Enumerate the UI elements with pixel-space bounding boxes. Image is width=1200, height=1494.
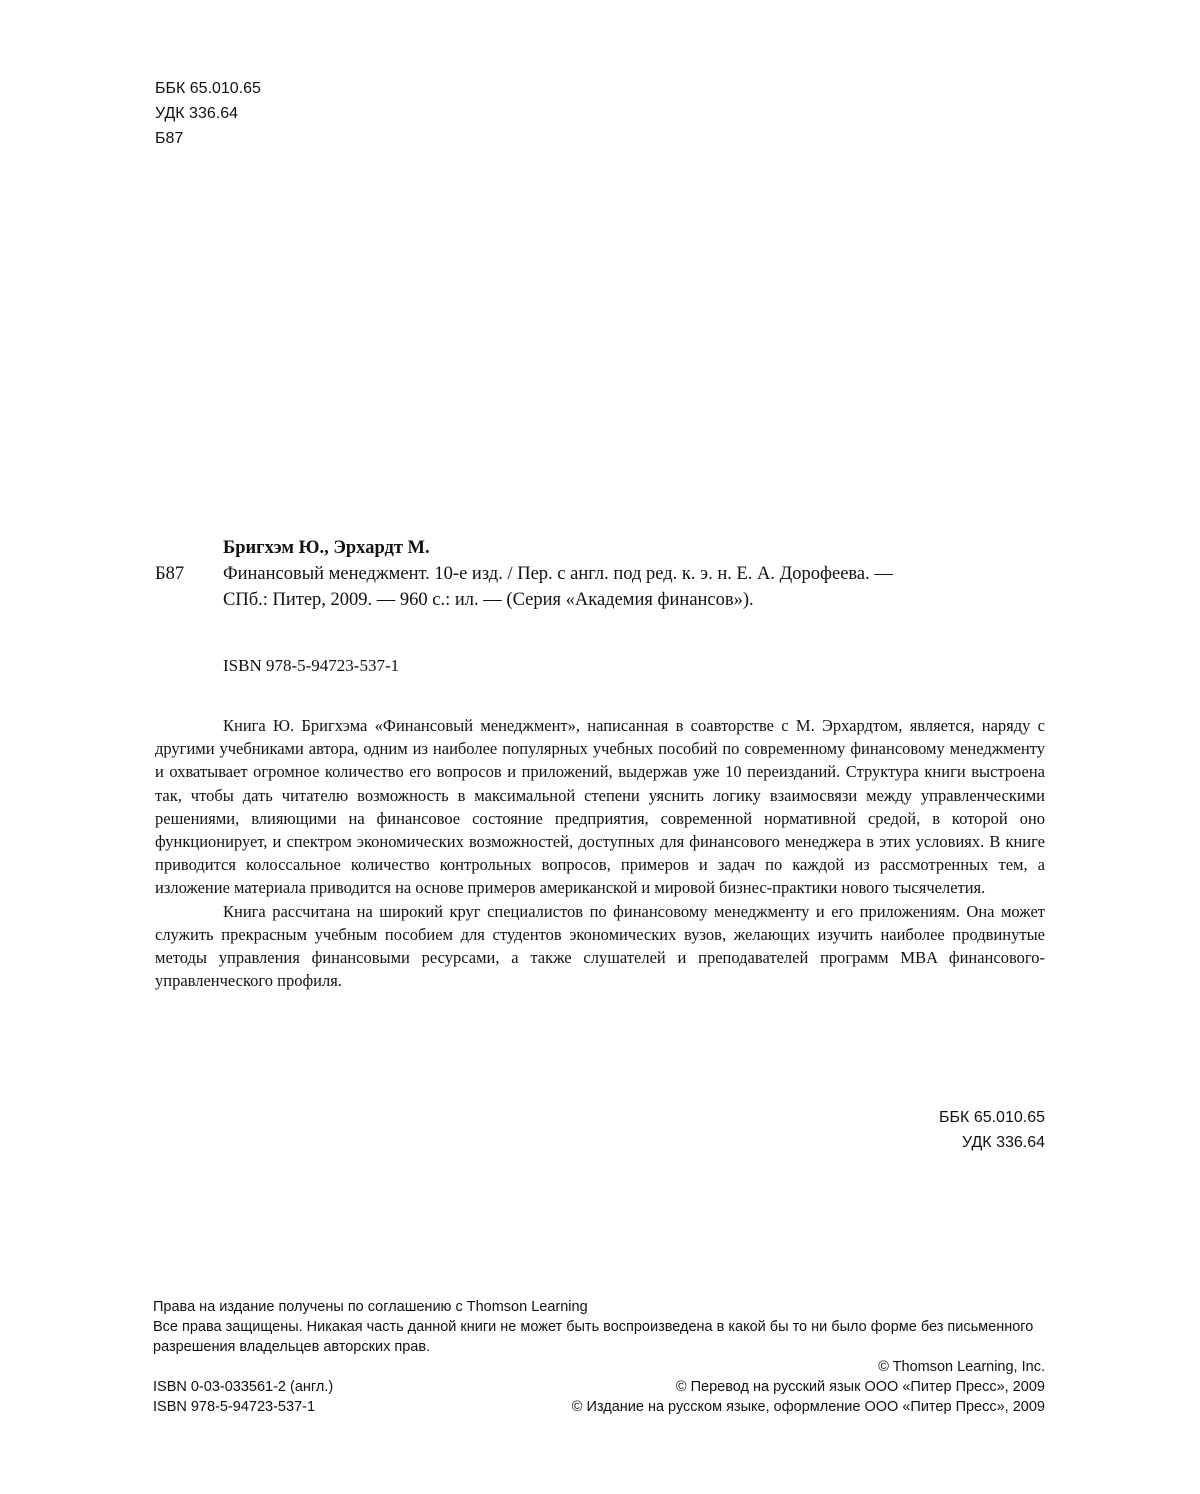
- isbn-catalog: ISBN 978-5-94723-537-1: [223, 656, 400, 675]
- bibliographic-description: [155, 561, 1045, 613]
- author-code-top: Б87: [155, 130, 184, 147]
- copyright-translation: © Перевод на русский язык ООО «Питер Пресс», 2009: [675, 1379, 1045, 1395]
- bottom-classification-codes: [939, 1105, 1045, 1155]
- title-line-2: СПб.: Питер, 2009. — 960 с.: ил. — (Серия «Академия финансов»).: [223, 590, 754, 610]
- isbn-russian: ISBN 978-5-94723-537-1: [153, 1399, 316, 1415]
- rights-reserved: Все права защищены. Никакая часть данной книги не может быть воспроизведена в какой бы то ни было форме без письменного разрешения владельцев авторских прав.: [153, 1319, 1034, 1355]
- udk-code-top: УДК 336.64: [155, 105, 238, 122]
- annotation: [155, 714, 1045, 992]
- isbn-english: ISBN 0-03-033561-2 (англ.): [153, 1379, 334, 1395]
- copyright-edition: © Издание на русском языке, оформление ООО «Питер Пресс», 2009: [571, 1399, 1045, 1415]
- copyright-row-1: [153, 1377, 1045, 1397]
- annotation-paragraph-1: Книга Ю. Бригхэма «Финансовый менеджмент», написанная в соавторстве с М. Эрхардтом, является, наряду с другими учебниками автора, одним из наиболее популярных учебных пособий по современному финансовому менеджменту и охватывает огромное количество его вопросов и приложений, выдержав уже 10 переизданий. Структура книги выстроена так, чтобы дать читателю возможность в максимальной степени уяснить логику взаимосвязи между управленческими решениями, влияющими на финансовое состояние предприятия, современной нормативной средой, в которой оно функционирует, и спектром экономических возможностей, доступных для финансового менеджера в этих условиях. В книге приводится колоссальное количество контрольных вопросов, примеров и задач по каждой из рассмотренных тем, а изложение материала приводится на основе примеров американской и мировой бизнес-практики нового тысячелетия.: [155, 716, 1045, 898]
- top-classification-codes: [155, 76, 261, 151]
- author-code-mark: Б87: [155, 564, 185, 584]
- authors-heading: Бригхэм Ю., Эрхардт М.: [223, 538, 430, 558]
- annotation-paragraph-2: Книга рассчитана на широкий круг специалистов по финансовому менеджменту и его приложениям. Она может служить прекрасным учебным пособием для студентов экономических вузов, желающих изучить наиболее продвинутые методы управления финансовыми ресурсами, а также слушателей и преподавателей программ MBA финансового-управленческого профиля.: [155, 901, 1045, 991]
- bbk-code-top: ББК 65.010.65: [155, 80, 261, 97]
- udk-code-bottom: УДК 336.64: [962, 1134, 1045, 1151]
- title-line-1: Финансовый менеджмент. 10-е изд. / Пер. с англ. под ред. к. э. н. Е. А. Дорофеева. —: [223, 564, 893, 584]
- copyright-thomson: © Thomson Learning, Inc.: [878, 1359, 1045, 1375]
- bbk-code-bottom: ББК 65.010.65: [939, 1109, 1045, 1126]
- rights-block: [153, 1297, 1045, 1417]
- catalog-entry: [155, 535, 1045, 679]
- rights-agreement: Права на издание получены по соглашению с Thomson Learning: [153, 1299, 588, 1315]
- copyright-row-2: [153, 1397, 1045, 1417]
